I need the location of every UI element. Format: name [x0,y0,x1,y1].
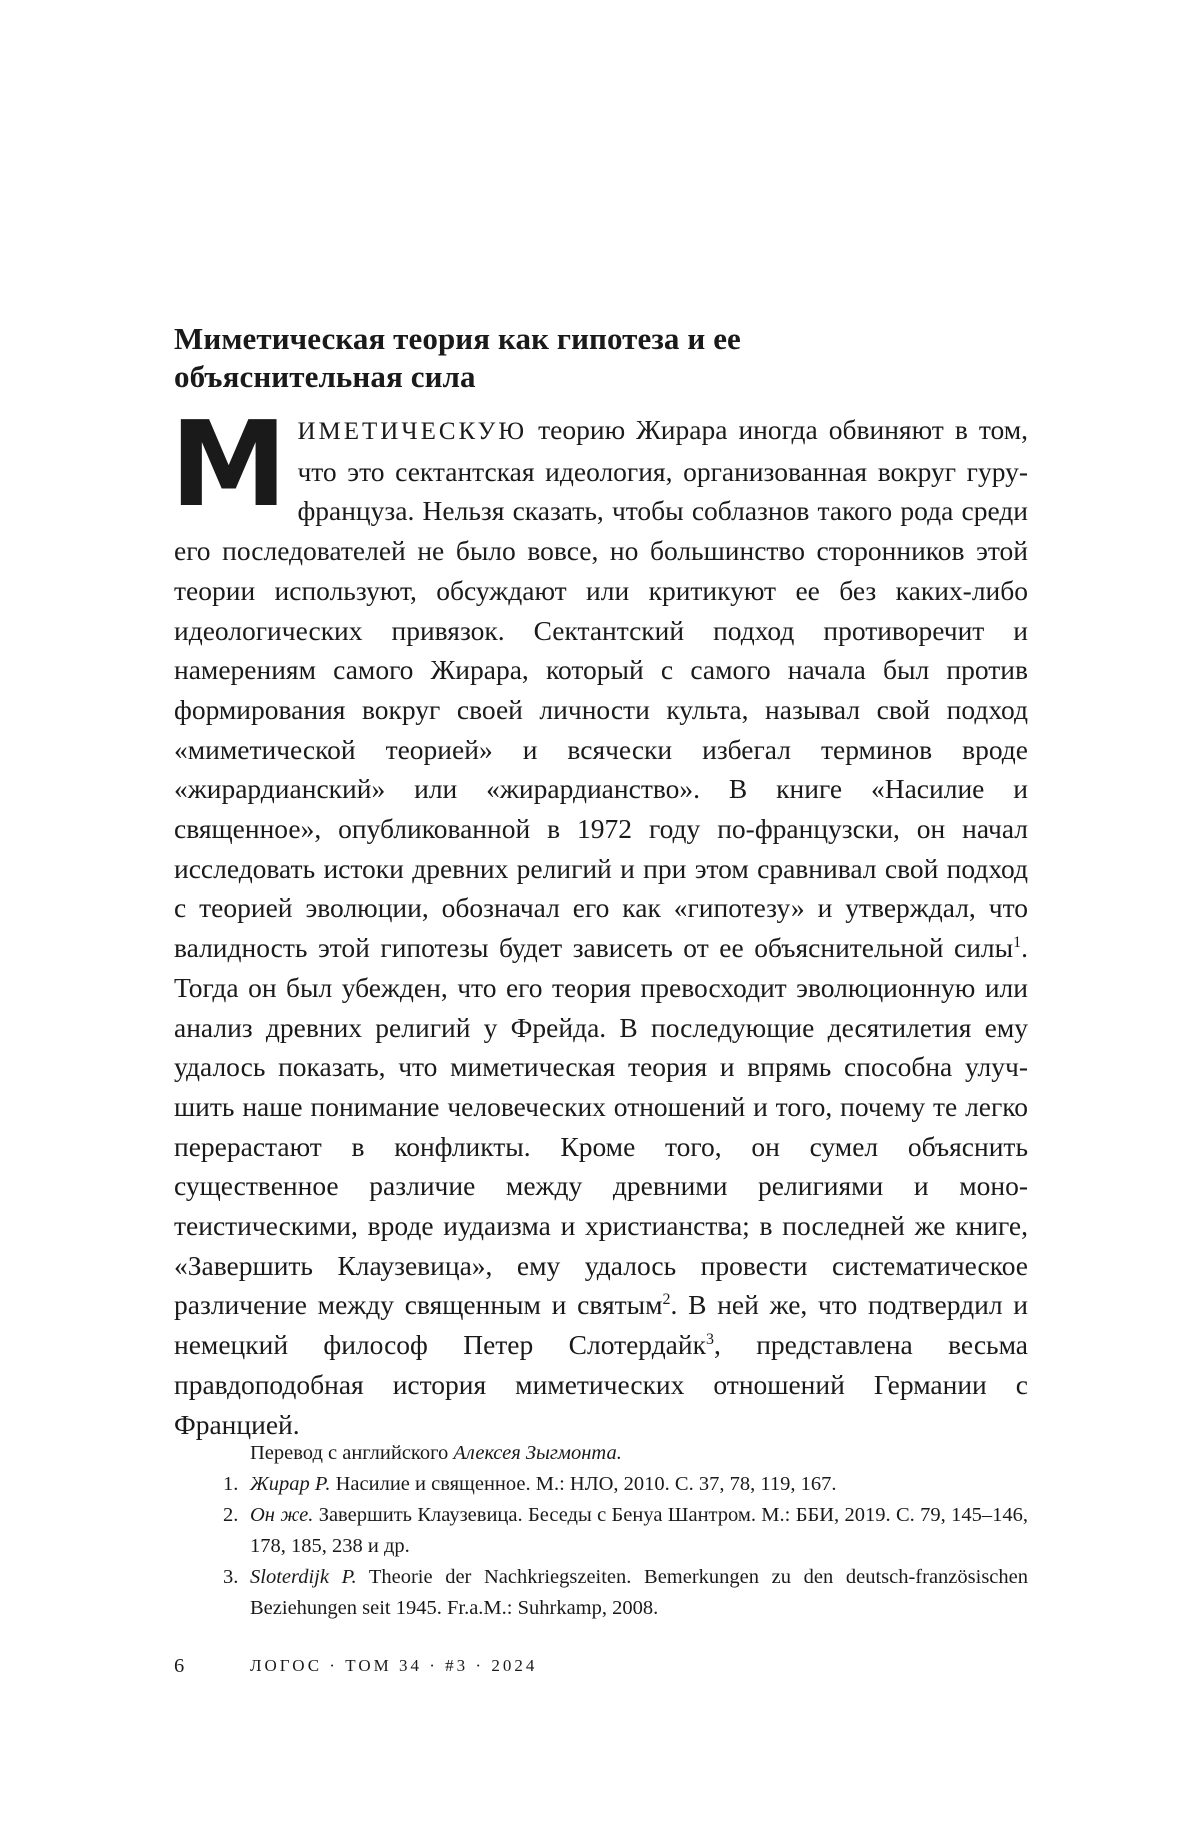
body-text-part-3: . В ней же, что подтвердил и немецкий философ Петер Слотердайк [174,1289,1029,1361]
footnote-text [250,1469,1028,1500]
journal-running-title: ЛОГОС · ТОМ 34 · #3 · 2024 [250,1656,538,1675]
section-heading [174,320,1028,396]
footnote-author: Жирар Р. [250,1473,331,1495]
footnote-text [250,1562,1028,1624]
drop-cap: М [170,395,288,533]
footnote-3 [174,1562,1028,1624]
translator-prefix: Перевод с английского [250,1442,454,1464]
body-paragraph [170,395,1029,1444]
footnotes [174,1438,1028,1624]
footnote-2 [174,1500,1028,1562]
footnote-author: Он же. [250,1504,314,1526]
body-text-part-1: теорию Жирара иногда обвиняют в том, что это сектантская идеология, организованная вокруг гуру-француза. Нельзя сказать, чтобы соблазнов такого рода среди его последователей не было вовсе, но большинство сторонников этой теории используют, обсуждают или критикуют ее без каких-либо идеологических привязок. Сектантский подход противоречит и намерениям самого Жирара, который с самого начала был против формирования вокруг своей личности культа, называл свой подход «миметической теорией» и всячески избегал терминов вроде «жирардианский» или «жирардианство». В книге «Насилие и священное», опубликованной в 1972 году по-французски, он начал исследовать истоки древних религий и при этом сравнивал свой подход с теорией эволюции, обозначал его как «гипотезу» и утверждал, что валидность этой гипотезы будет зависеть от ее объяснительной силы [174,414,1028,964]
footnote-ref-2[interactable]: 2 [662,1291,671,1309]
footnote-citation: Завершить Клаузевица. Беседы с Бенуа Шантром. М.: ББИ, 2019. С. 79, 145–146, 178, 185, 238 и др. [250,1504,1028,1557]
footnote-number: 3. [223,1566,239,1588]
footnote-1 [174,1469,1028,1500]
body-text-part-2: . Тогда он был убежден, что его теория превосходит эволюционную или анализ древних религий у Фрейда. В последующие десятилетия ему удалось показать, что миметическая теория и впрямь способна улучшить наше понимание человеческих отношений и того, почему те легко перерастают в конфликты. Кроме того, он сумел объяснить существенное различие между древними религиями и монотеистическими, вроде иудаизма и христианства; в последней же книге, «Завершить Клаузевица», ему удалось провести систематическое различение между священным и святым [174,932,1028,1321]
footnote-author: Sloterdijk P. [250,1566,357,1588]
translator-credit [174,1438,1028,1469]
footnote-citation: Насилие и священное. М.: НЛО, 2010. С. 37, 78, 119, 167. [330,1473,837,1495]
page-number: 6 [174,1655,185,1677]
footnote-number: 1. [223,1473,239,1495]
article-section [170,320,1029,1444]
opening-smallcaps: ИМЕТИЧЕСКУЮ [297,418,528,445]
section-heading-line-1: Миметическая теория как гипотеза и ее [174,321,741,356]
footnote-ref-1[interactable]: 1 [1013,934,1022,952]
footnote-number: 2. [223,1504,239,1526]
footnote-text [250,1500,1028,1562]
footnote-ref-3[interactable]: 3 [705,1331,714,1349]
section-heading-line-2: объяснительная сила [174,359,476,394]
body-text-part-4: , представлена весьма правдоподобная история миметических отношений Германии с Францией. [174,1329,1028,1440]
translator-name: Алексея Зыгмонта. [453,1442,622,1464]
footnote-citation: Theorie der Nachkriegszeiten. Bemerkungen zu den deutsch-französischen Beziehungen seit 1945. Fr.a.M.: Suhrkamp, 2008. [250,1566,1028,1619]
